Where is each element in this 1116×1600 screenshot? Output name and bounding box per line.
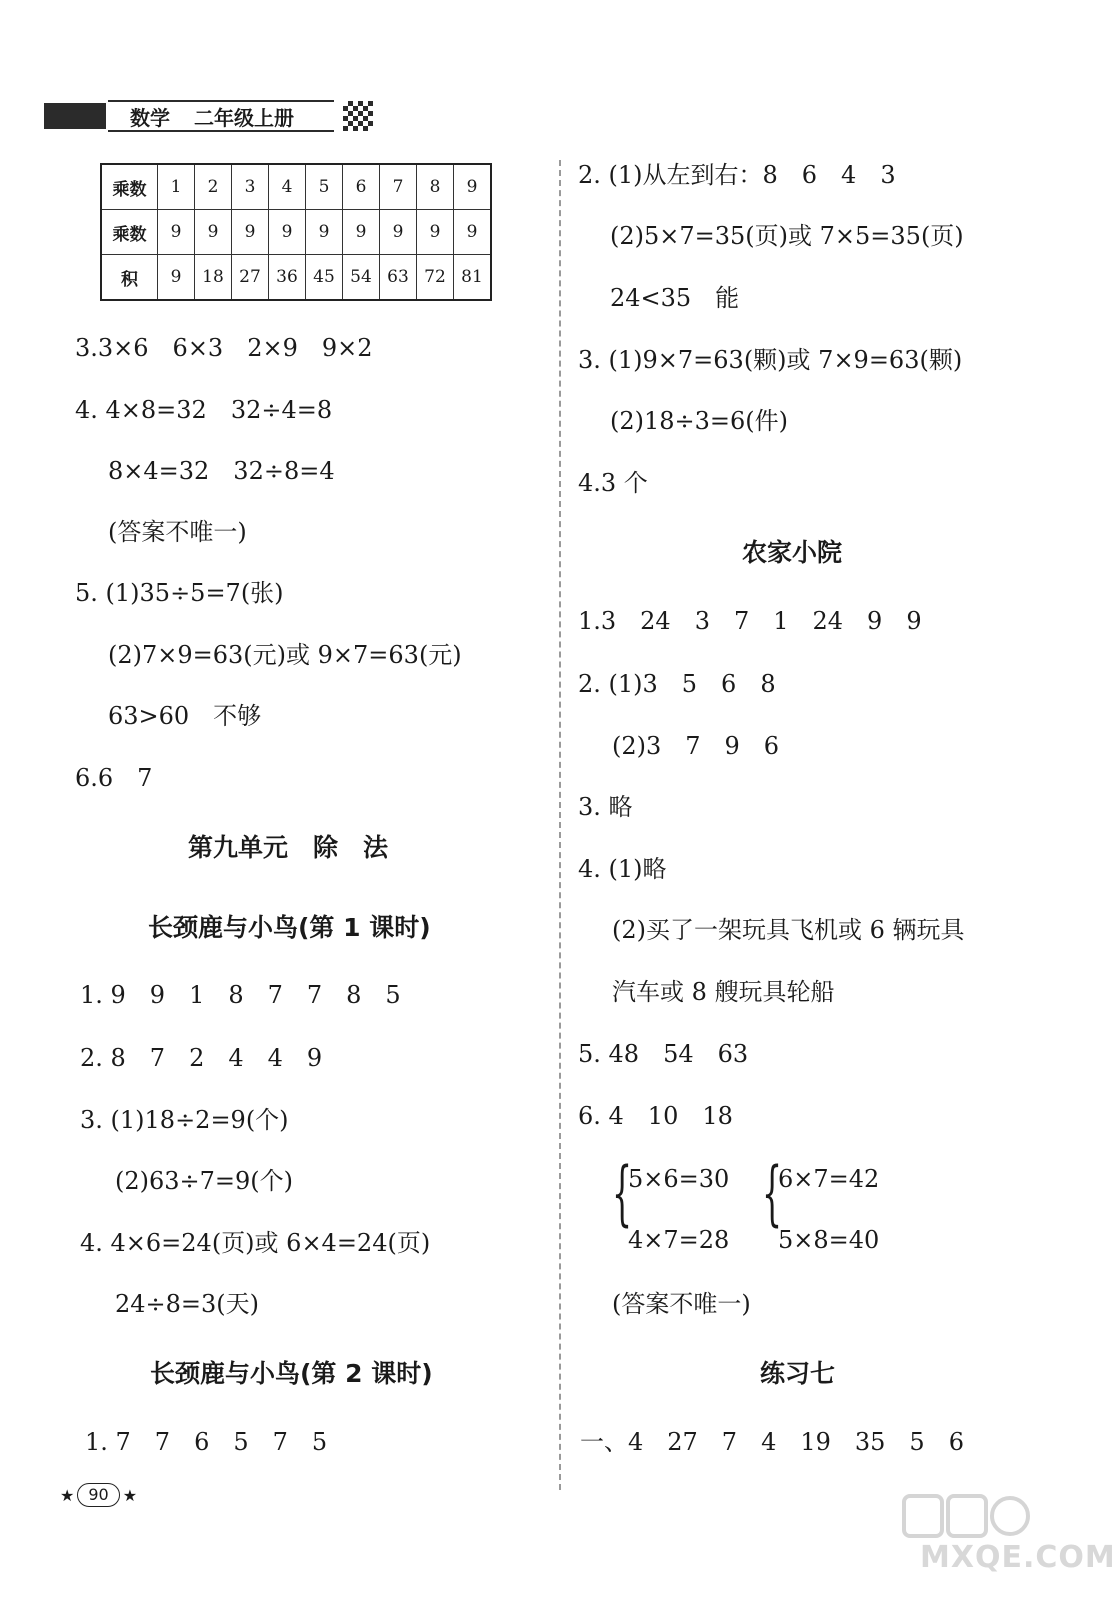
answer-note: (答案不唯一) xyxy=(108,518,247,546)
table-cell: 8 xyxy=(417,164,454,210)
answer-line: (2)买了一架玩具飞机或 6 辆玩具 xyxy=(612,916,965,944)
row-header: 积 xyxy=(101,255,158,301)
answer-line: 3. (1)9×7=63(颗)或 7×9=63(颗) xyxy=(578,346,963,374)
unit-title: 第九单元 除 法 xyxy=(188,833,389,862)
answer-line: 一、4 27 7 4 19 35 5 6 xyxy=(580,1428,964,1456)
star-icon: ★ xyxy=(122,1485,138,1505)
table-cell: 9 xyxy=(158,210,195,255)
answer-line: 2. (1)3 5 6 8 xyxy=(578,670,776,698)
answer-line: 4. (1)略 xyxy=(578,855,667,883)
row-header: 乘数 xyxy=(101,164,158,210)
header-grade: 二年级上册 xyxy=(194,105,294,130)
answer-line: 24÷8=3(天) xyxy=(115,1290,260,1318)
answer-line: 4.3 个 xyxy=(578,469,648,497)
table-cell: 1 xyxy=(158,164,195,210)
left-brace-icon: { xyxy=(762,1152,783,1234)
table-cell: 6 xyxy=(343,164,380,210)
table-cell: 9 xyxy=(454,164,492,210)
answer-line: 2. 8 7 2 4 4 9 xyxy=(80,1044,323,1072)
table-cell: 81 xyxy=(454,255,492,301)
answer-line: 63>60 不够 xyxy=(108,702,262,730)
answer-line: 3.3×6 6×3 2×9 9×2 xyxy=(75,334,373,362)
table-cell: 3 xyxy=(232,164,269,210)
answer-line: 8×4=32 32÷8=4 xyxy=(108,457,335,485)
table-cell: 2 xyxy=(195,164,232,210)
table-cell: 9 xyxy=(343,210,380,255)
table-cell: 9 xyxy=(158,255,195,301)
header-dark-bar xyxy=(44,103,106,129)
watermark-text: MXQE.COM xyxy=(920,1540,1116,1575)
table-cell: 54 xyxy=(343,255,380,301)
table-cell: 45 xyxy=(306,255,343,301)
answer-line: 5. 48 54 63 xyxy=(578,1040,749,1068)
answer-line: 1. 9 9 1 8 7 7 8 5 xyxy=(80,981,401,1009)
answer-line: 24<35 能 xyxy=(610,284,740,312)
answer-line: (2)18÷3=6(件) xyxy=(610,407,789,435)
answer-line: (2)3 7 9 6 xyxy=(612,732,780,760)
table-cell: 9 xyxy=(380,210,417,255)
answer-line: 4. 4×6=24(页)或 6×4=24(页) xyxy=(80,1229,431,1257)
answer-line: (2)63÷7=9(个) xyxy=(115,1167,294,1195)
table-cell: 9 xyxy=(306,210,343,255)
table-row xyxy=(101,255,491,301)
page-number-value: 90 xyxy=(77,1483,119,1507)
exercise-title: 练习七 xyxy=(760,1359,836,1388)
table-cell: 36 xyxy=(269,255,306,301)
table-cell: 9 xyxy=(232,210,269,255)
answer-note: (答案不唯一) xyxy=(612,1290,751,1318)
table-cell: 5 xyxy=(306,164,343,210)
answer-line: 1.3 24 3 7 1 24 9 9 xyxy=(578,607,922,635)
equation: 5×6=30 xyxy=(628,1165,730,1193)
answer-line: 2. (1)从左到右：8 6 4 3 xyxy=(578,161,896,189)
table-cell: 9 xyxy=(454,210,492,255)
table-cell: 9 xyxy=(195,210,232,255)
table-row xyxy=(101,164,491,210)
multiplication-table xyxy=(100,163,492,301)
answer-line: 汽车或 8 艘玩具轮船 xyxy=(612,978,835,1006)
header-subject: 数学 xyxy=(130,105,170,130)
table-cell: 63 xyxy=(380,255,417,301)
lesson-title: 长颈鹿与小鸟(第 1 课时) xyxy=(148,913,431,942)
lesson-title: 长颈鹿与小鸟(第 2 课时) xyxy=(150,1359,433,1388)
equation: 5×8=40 xyxy=(778,1226,880,1254)
section-title: 农家小院 xyxy=(742,538,843,567)
table-cell: 18 xyxy=(195,255,232,301)
answer-line: 6. 4 10 18 xyxy=(578,1102,733,1130)
answer-line: (2)5×7=35(页)或 7×5=35(页) xyxy=(610,222,964,250)
answer-line: 3. (1)18÷2=9(个) xyxy=(80,1106,289,1134)
answer-line: 5. (1)35÷5=7(张) xyxy=(75,579,284,607)
table-cell: 27 xyxy=(232,255,269,301)
table-cell: 9 xyxy=(417,210,454,255)
star-icon: ★ xyxy=(60,1485,75,1505)
answer-line: 6.6 7 xyxy=(75,764,153,792)
table-cell: 7 xyxy=(380,164,417,210)
equation: 4×7=28 xyxy=(628,1226,730,1254)
header-label xyxy=(108,100,334,132)
row-header: 乘数 xyxy=(101,210,158,255)
table-cell: 72 xyxy=(417,255,454,301)
left-brace-icon: { xyxy=(612,1152,633,1234)
page-number xyxy=(60,1483,137,1507)
answer-line: 3. 略 xyxy=(578,793,633,821)
table-cell: 9 xyxy=(269,210,306,255)
answer-line: 4. 4×8=32 32÷4=8 xyxy=(75,396,333,424)
checker-icon xyxy=(343,101,373,131)
table-cell: 4 xyxy=(269,164,306,210)
table-row xyxy=(101,210,491,255)
column-divider xyxy=(559,160,561,1490)
watermark-logo-icon xyxy=(902,1492,1030,1540)
equation: 6×7=42 xyxy=(778,1165,880,1193)
answer-line: 1. 7 7 6 5 7 5 xyxy=(85,1428,328,1456)
answer-line: (2)7×9=63(元)或 9×7=63(元) xyxy=(108,641,462,669)
